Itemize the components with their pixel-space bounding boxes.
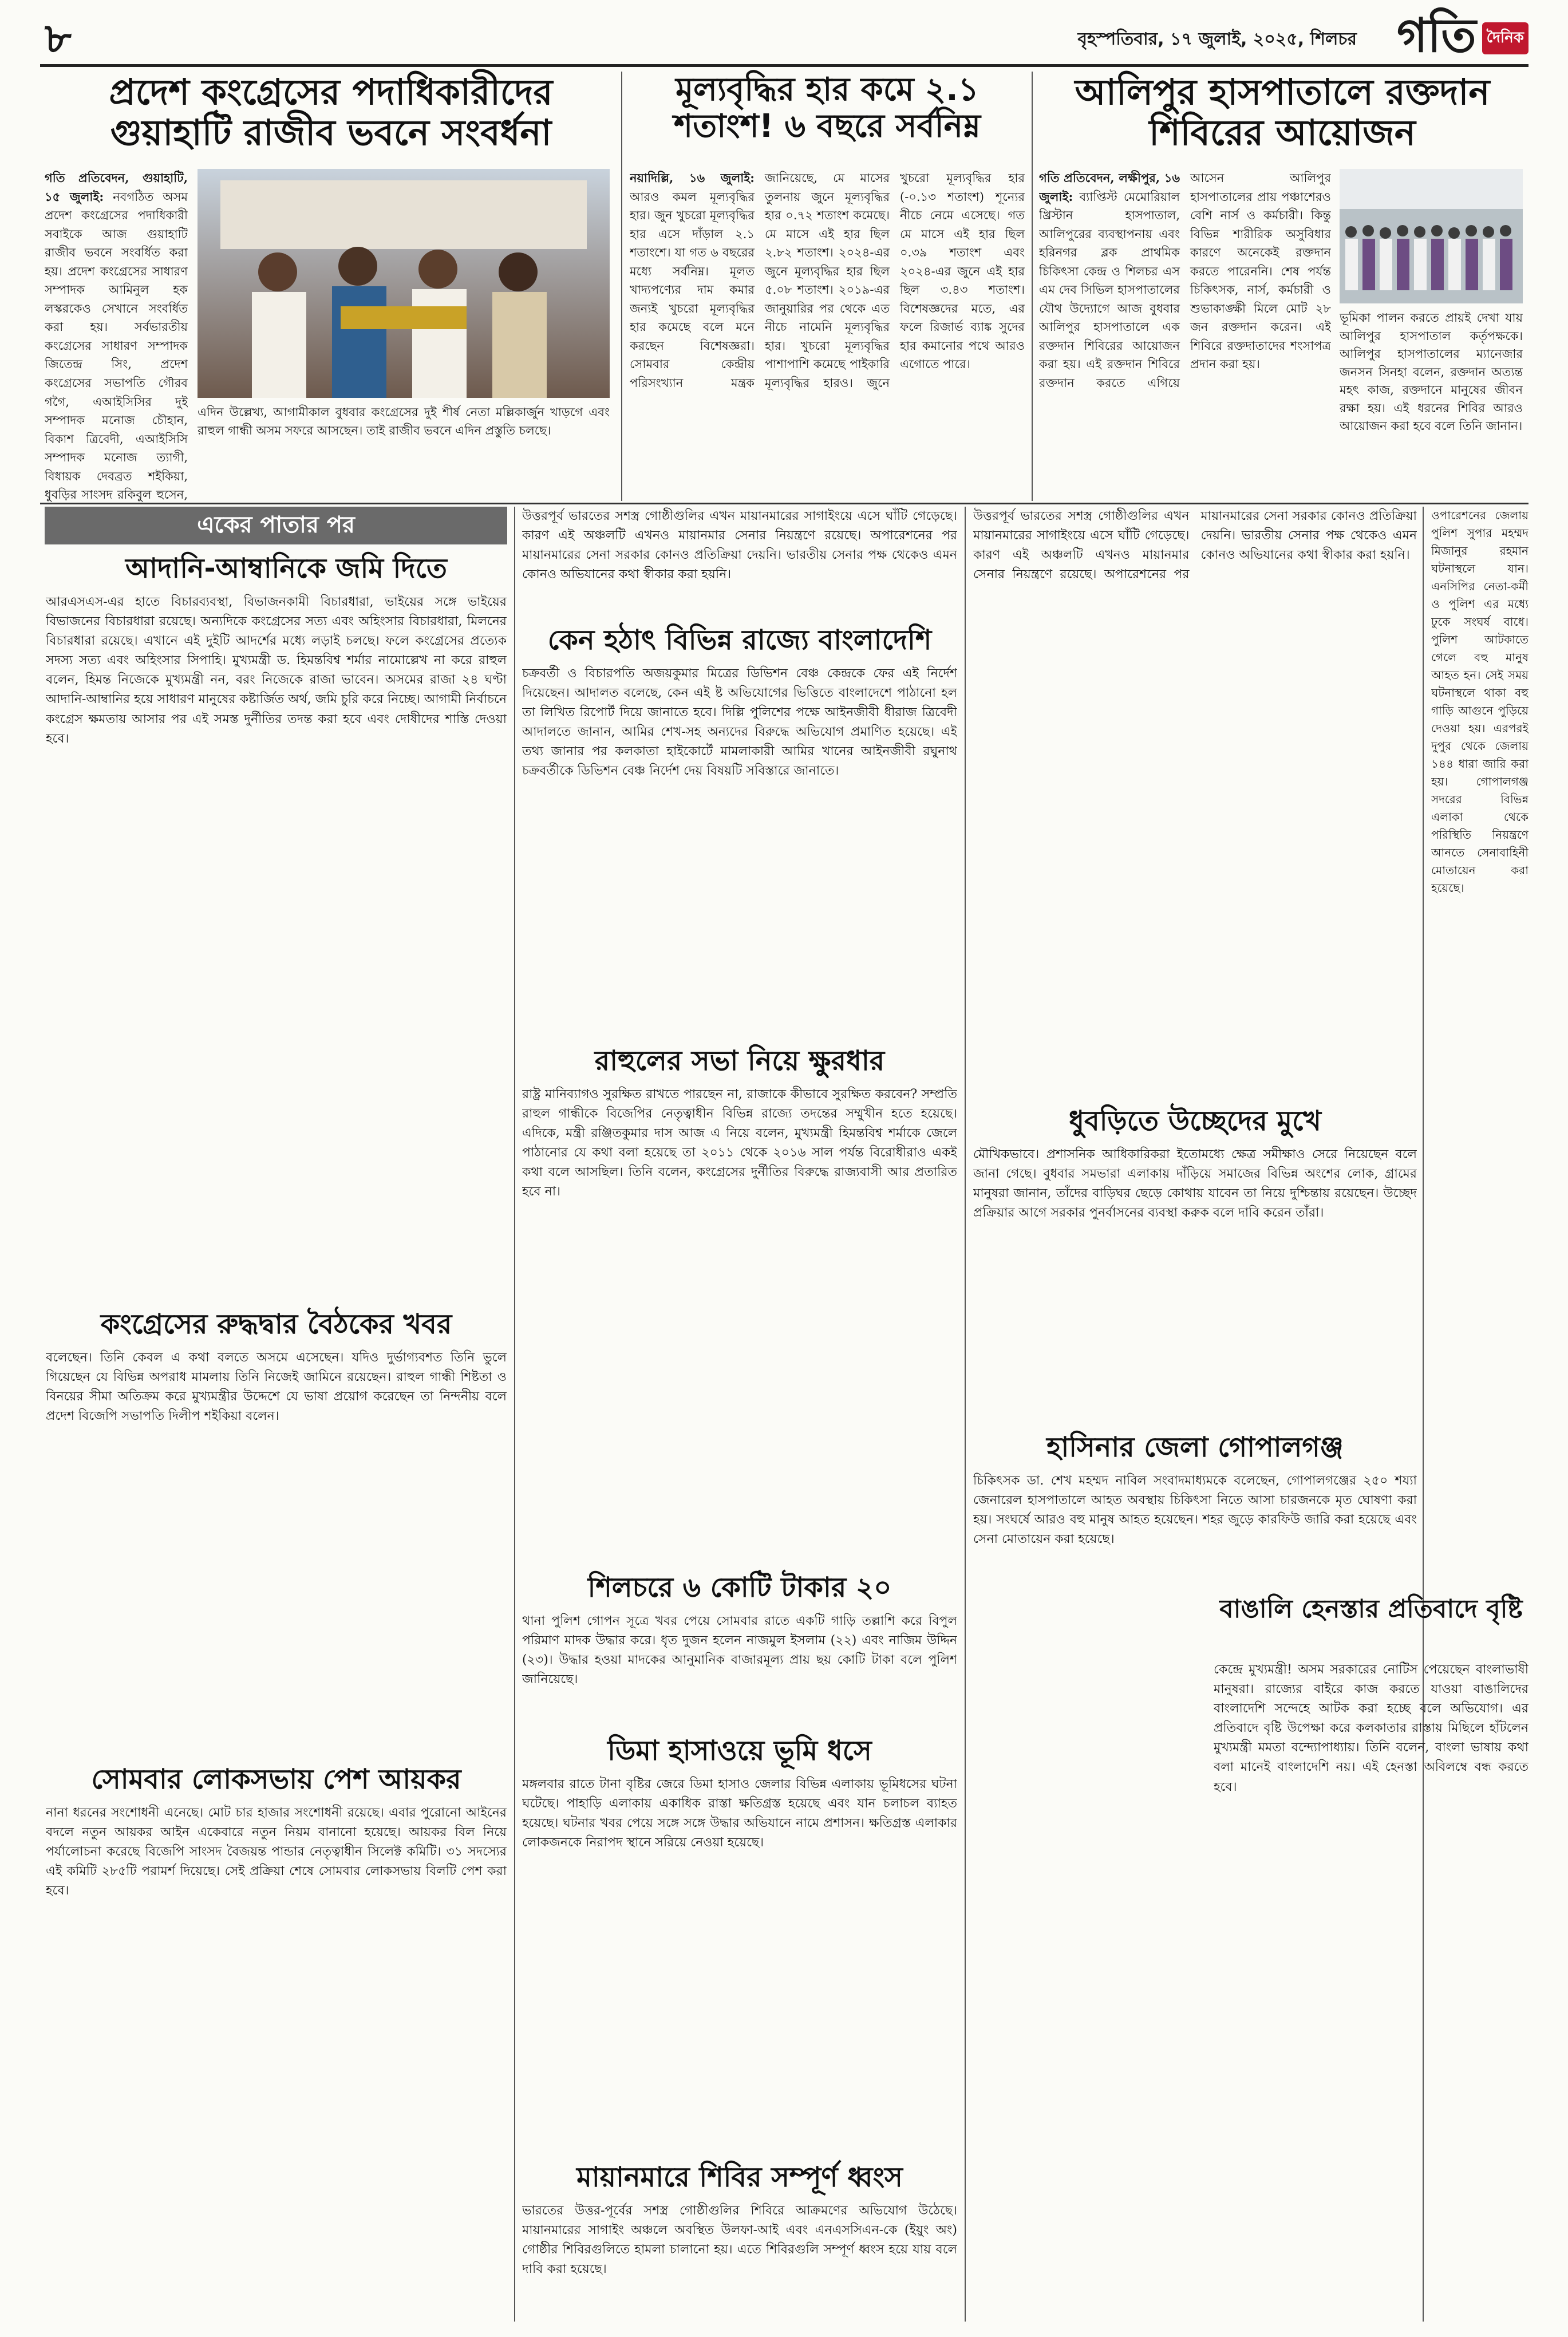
ncp-column3 [973,507,1417,1013]
blood-headline-line2: শিবিরের আয়োজন [1149,112,1416,154]
blood-byline: গতি প্রতিবেদন, লক্ষীপুর, ১৬ জুলাই: [1039,171,1180,204]
congress-byline: গতি প্রতিবেদন, গুয়াহাটি, ১৫ জুলাই: [45,171,188,204]
blood-photo-image [1340,169,1523,303]
continued-band [45,507,507,544]
column-divider [514,507,515,2322]
issue-date: বৃহস্পতিবার, ১৭ জুলাই, ২০২৫, শিলচর [1077,29,1357,49]
inflation-body-text: আরও কমল মূল্যবৃদ্ধির হার। জুন খুচরো মূল্যবৃদ্ধির হার এসে দাঁড়াল ২.১ শতাংশে। যা গত ৬ বছরের মধ্যে সর্বনিম্ন। মূলত খাদ্যপণ্যের দাম কমার জন্যই খুচরো মূল্যবৃদ্ধির হার কমেছে বলে মনে করছেন বিশেষজ্ঞরা। সোমবার কেন্দ্রীয় পরিসংখ্যান মন্ত্রক জানিয়েছে, মে মাসের তুলনায় জুনে মূল্যবৃদ্ধির হার ০.৭২ শতাংশ কমেছে। মে মাসে এই হার ছিল ২.৮২ শতাংশ। ২০২৪-এর জুনে মূল্যবৃদ্ধির হার ছিল ৫.০৮ শতাংশ। ২০১৯-এর জানুয়ারির পর থেকে এত নীচে নামেনি মূল্যবৃদ্ধির হার। খুচরো মূল্যবৃদ্ধির পাশাপাশি কমেছে পাইকারি মূল্যবৃদ্ধির হারও। জুনে খুচরো মূল্যবৃদ্ধির হার (-০.১৩ শতাংশ) শূন্যের নীচে নেমে এসেছে। গত মে মাসে এই হার ছিল ০.৩৯ শতাংশ এবং ২০২৪-এর জুনে এই হার ছিল ৩.৪৩ শতাংশ। বিশেষজ্ঞদের মতে, এর ফলে রিজার্ভ ব্যাঙ্ক সুদের হার কমানোর পথে আরও এগোতে পারে। [630,171,1025,390]
dima-body: মঙ্গলবার রাতে টানা বৃষ্টির জেরে ডিমা হাসাও জেলার বিভিন্ন এলাকায় ভূমিধসের ঘটনা ঘটেছে। পাহাড়ি এলাকায় একাধিক রাস্তা ক্ষতিগ্রস্ত হয়েছে এবং যান চলাচল ব্যাহত হয়েছে। ঘটনার খবর পেয়ে সঙ্গে সঙ্গে উদ্ধার অভিযানে নামে প্রশাসন। ক্ষতিগ্রস্ত এলাকার লোকজনকে নিরাপদ স্থানে সরিয়ে নেওয়া হয়েছে। [522,1777,957,1850]
blood-caption: ভূমিকা পালন করতে প্রায়ই দেখা যায় আলিপুর হাসপাতাল কর্তৃপক্ষকে। আলিপুর হাসপাতালের ম্যানেজার জনসন সিনহা বলেন, রক্তদান অত্যন্ত মহৎ কাজ, রক্তদানে মানুষের জীবন রক্ষা হয়। এই ধরনের শিবির আরও আয়োজন করা হবে বলে তিনি জানান। [1340,311,1523,433]
bangladeshi-intro [522,507,957,621]
ncp-body-text: উত্তরপূর্ব ভারতের সশস্ত্র গোষ্ঠীগুলির এখন মায়ানমারের সাগাইংয়ে এসে ঘাঁটি গেড়েছে। কারণ এই অঞ্চলটি এখনও মায়ানমার সেনার নিয়ন্ত্রণে রয়েছে। অপারেশনের পর মায়ানমারের সেনা সরকার কোনও প্রতিক্রিয়া দেয়নি। ভারতীয় সেনার পক্ষ থেকেও এমন কোনও অভিযানের কথা স্বীকার করা হয়নি। [522,509,957,582]
shilchar-headline: শিলচরে ৬ কোটি টাকার ২০ [587,1572,892,1604]
dhubri-body: মৌখিকভাবে। প্রশাসনিক আধিকারিকরা ইতোমধ্যে ক্ষেত্র সমীক্ষাও সেরে নিয়েছেন বলে জানা গেছে। বুধবার সমভারা এলাকায় দাঁড়িয়ে সমাজের বিভিন্ন অংশের লোক, গ্রামের মানুষরা জানান, তাঁদের বাড়িঘর ছেড়ে কোথায় যাবেন তা নিয়ে দুশ্চিন্তায় রয়েছেন। উচ্ছেদ প্রক্রিয়ার আগে সরকার পুনর্বাসনের ব্যবস্থা করুক বলে দাবি করেন তাঁরা। [973,1147,1417,1221]
congress-photo [198,169,610,398]
adani-headline: আদানি-আম্বানিকে জমি দিতে [125,552,447,585]
page-number: ৮ [45,14,72,62]
dima-headline: ডিমা হাসাওয়ে ভূমি ধসে [607,1735,872,1767]
income-tax-body: নানা ধরনের সংশোধনী এনেছে। মোট চার হাজার সংশোধনী রয়েছে। এবার পুরোনো আইনের বদলে নতুন আয়কর আইন একেবারে নতুন নিয়ম বানানো হয়েছে। আয়কর বিল নিয়ে পর্যালোচনা করেছে বিজেপি সাংসদ বৈজয়ন্ত পান্ডার নেতৃত্বাধীন সিলেক্ট কমিটি। ৩১ সদস্যের এই কমিটি ২৮৫টি পরামর্শ দিয়েছে। সেই প্রক্রিয়া শেষে সোমবার লোকসভায় বিলটি পেশ করা হবে। [46,1806,507,1898]
page-header [40,8,1528,67]
adani-body: আরএসএস-এর হাতে বিচারব্যবস্থা, বিভাজনকামী বিচারধারা, ভাইয়ের সঙ্গে ভাইয়ের বিভাজনের বিচারধারা রয়েছে। অন্যদিকে কংগ্রেসের সত্য এবং অহিংসার বিচারধারা, মিলনের বিচারধারা রয়েছে। এখানে এই দুইটি আদর্শের মধ্যে লড়াই চলছে। ফলে কংগ্রেসের প্রত্যেক সদস্য সত্য এবং অহিংসার সিপাহি। মুখ্যমন্ত্রী ড. হিমন্তবিশ্ব শর্মার নামোল্লেখ না করে রাহুল বলেন, হিমন্ত নিজেকে মুখ্যমন্ত্রী নন, বরং নিজেকে রাজা ভাবেন। অসমের রাজা ২৪ ঘণ্টা আদানি-আম্বানির হয়ে সাধারণ মানুষের কষ্টার্জিত অর্থ, জমি চুরি করে নিচ্ছে। আগামী নির্বাচনে কংগ্রেস ক্ষমতায় আসার পর এই সমস্ত দুর্নীতির তদন্ত করা হবে এবং দোষীদের শাস্তি দেওয়া হবে। [46,595,507,746]
gopalganj-body: ওপারেশনের জেলায় পুলিশ সুপার মহম্মদ মিজানুর রহমান ঘটনাস্থলে যান। এনসিপির নেতা-কর্মী ও পুলিশ এর মধ্যে ঢুকে সংঘর্ষ বাধে। পুলিশ আটকাতে গেলে বহু মানুষ আহত হন। সেই সময় ঘটনাস্থলে থাকা বহু গাড়ি আগুনে পুড়িয়ে দেওয়া হয়। এরপরই দুপুর থেকে জেলায় ১৪৪ ধারা জারি করা হয়। গোপালগঞ্জ সদরের বিভিন্ন এলাকা থেকে পরিস্থিতি নিয়ন্ত্রণে আনতে সেনাবাহিনী মোতায়েন করা হয়েছে। [1431,508,1528,895]
congress-headline-line2: গুয়াহাটি রাজীব ভবনে সংবর্ধনা [110,112,552,154]
shilchar-body: থানা পুলিশ গোপন সূত্রে খবর পেয়ে সোমবার রাতে একটি গাড়ি তল্লাশি করে বিপুল পরিমাণ মাদক উদ্ধার করে। ধৃত দুজন হলেন নাজমুল ইসলাম (২২) এবং নাজিম উদ্দিন (২৩)। উদ্ধার হওয়া মাদকের আনুমানিক বাজারমূল্য প্রায় ছয় কোটি টাকা বলে পুলিশ জানিয়েছে। [522,1614,957,1687]
congress-meeting-headline: কংগ্রেসের রুদ্ধদ্বার বৈঠকের খবর [100,1308,452,1340]
bangali-body: কেন্দ্রে মুখ্যমন্ত্রী! অসম সরকারের নোটিস পেয়েছেন বাংলাভাষী মানুষরা। রাজ্যের বাইরে কাজ করতে যাওয়া বাঙালিদের বাংলাদেশি সন্দেহে আটক করা হচ্ছে বলে অভিযোগ। এর প্রতিবাদে বৃষ্টি উপেক্ষা করে কলকাতার রাস্তায় মিছিলে হাঁটলেন মুখ্যমন্ত্রী মমতা বন্দ্যোপাধ্যায়। তিনি বলেন, বাংলা ভাষায় কথা বলা মানেই বাংলাদেশি নয়। এই হেনস্তা অবিলম্বে বন্ধ করতে হবে। [1214,1663,1528,1794]
column-divider [621,72,622,501]
myanmar-headline: মায়ানমারে শিবির সম্পূর্ণ ধ্বংস [576,2161,903,2193]
congress-headline [45,72,617,153]
ncp-column3-text: উত্তরপূর্ব ভারতের সশস্ত্র গোষ্ঠীগুলির এখন মায়ানমারের সাগাইংয়ে এসে ঘাঁটি গেড়েছে। কারণ এই অঞ্চলটি এখনও মায়ানমার সেনার নিয়ন্ত্রণে রয়েছে। অপারেশনের পর মায়ানমারের সেনা সরকার কোনও প্রতিক্রিয়া দেয়নি। ভারতীয় সেনার পক্ষ থেকেও এমন কোনও অভিযানের কথা স্বীকার করা হয়নি। [973,509,1417,582]
hasina-headline: হাসিনার জেলা গোপালগঞ্জ [1046,1431,1344,1463]
rahul-body: রাষ্ট্র মানিব্যাগও সুরক্ষিত রাখতে পারছেন না, রাজাকে কীভাবে সুরক্ষিত করবেন? সম্প্রতি রাহুল গান্ধীকে বিজেপির নেতৃত্বাধীন বিভিন্ন রাজ্যে তদন্তের সম্মুখীন হতে হয়েছে। এদিকে, মন্ত্রী রঞ্জিতকুমার দাস আজ এ নিয়ে বলেন, মুখ্যমন্ত্রী হিমন্তবিশ্ব শর্মাকে জেলে পাঠানোর যে কথা বলা হয়েছে তা ২০১১ থেকে ২০১৬ সাল পর্যন্ত বিরোধীরাও একই কথা বলে আসছিল। তিনি বলেন, কংগ্রেসের দুর্নীতির বিরুদ্ধে রাজ্যবাসী আর প্রতারিত হবে না। [522,1087,957,1199]
congress-headline-line1: প্রদেশ কংগ্রেসের পদাধিকারীদের [109,71,553,113]
congress-meeting-body: বলেছেন। তিনি কেবল এ কথা বলতে অসমে এসেছেন। যদিও দুর্ভাগ্যবশত তিনি ভুলে গিয়েছেন যে বিভিন্ন অপরাধ মামলায় তিনি নিজেই জামিনে রয়েছেন। রাহুল গান্ধী শিষ্টতা ও বিনয়ের সীমা অতিক্রম করে মুখ্যমন্ত্রীর উদ্দেশে যে ভাষা প্রয়োগ করেছেন তা নিন্দনীয় বলে প্রদেশ বিজেপি সভাপতি দিলীপ শইকিয়া বলেন। [46,1351,507,1424]
blood-headline [1039,72,1526,153]
income-tax-headline: সোমবার লোকসভায় পেশ আয়কর [91,1763,461,1795]
blood-headline-line1: আলিপুর হাসপাতালে রক্তদান [1075,71,1490,113]
inflation-headline-line1: মূল্যবৃদ্ধির হার কমে ২.১ [676,71,979,108]
blood-body-text: ব্যাপ্তিস্ট মেমোরিয়াল খ্রিস্টান হাসপাতাল, আলিপুরের ব্যবস্থাপনায় এবং হরিনগর ব্লক প্রাথমিক চিকিৎসা কেন্দ্র ও শিলচর এস এম দেব সিভিল হাসপাতালের যৌথ উদ্যোগে আজ বুধবার আলিপুর হাসপাতালে এক রক্তদান শিবিরের আয়োজন করা হয়। এই রক্তদান শিবিরে রক্তদান করতে এগিয়ে আসেন আলিপুর হাসপাতালের প্রায় পঞ্চাশেরও বেশি নার্স ও কর্মচারী। কিন্তু বিভিন্ন শারীরিক অসুবিধার কারণে অনেকেই রক্তদান করতে পারেননি। শেষ পর্যন্ত চিকিৎসক, নার্স, কর্মচারী ও শুভাকাঙ্ক্ষী মিলে মোট ২৮ জন রক্তদান করেন। এই শিবিরে রক্তদাতাদের শংসাপত্র প্রদান করা হয়। [1039,171,1331,390]
logo-text: গতি [1396,8,1476,63]
logo-badge: দৈনিক [1482,22,1528,54]
congress-caption: এদিন উল্লেখ্য, আগামীকাল বুধবার কংগ্রেসের দুই শীর্ষ নেতা মল্লিকার্জুন খাড়গে এবং রাহুল গান্ধী অসম সফরে আসছেন। তাই রাজীব ভবনে এদিন প্রস্তুতি চলছে। [198,405,610,437]
inflation-headline [627,72,1028,145]
dhubri-headline: ধুবড়িতে উচ্ছেদের মুখে [1069,1105,1321,1137]
congress-body-text: নবগঠিত অসম প্রদেশ কংগ্রেসের পদাধিকারী সবাইকে আজ গুয়াহাটি রাজীব ভবনে সংবর্ধিত করা হয়। প্রদেশ কংগ্রেসের সাধারণ সম্পাদক আমিনুল হক লস্করকেও সেখানে সংবর্ধিত করা হয়। সর্বভারতীয় কংগ্রেসের সাধারণ সম্পাদক জিতেন্দ্র সিং, প্রদেশ কংগ্রেসের সভাপতি গৌরব গগৈ, এআইসিসির দুই সম্পাদক মনোজ চৌহান, বিকাশ ত্রিবেদী, এআইসিসি সম্পাদক মনোজ ত্যাগী, বিধায়ক দেবব্রত শইকিয়া, ধুবড়ির সাংসদ রকিবুল হুসেন, [45,190,188,502]
newspaper-logo [1396,8,1528,64]
blood-photo [1340,169,1523,303]
blood-body [1039,169,1331,501]
rahul-headline: রাহুলের সভা নিয়ে ক্ষুরধার [594,1045,885,1077]
inflation-body [630,169,1025,501]
congress-body [45,169,188,504]
myanmar-body: ভারতের উত্তর-পূর্বের সশস্ত্র গোষ্ঠীগুলির শিবিরে আক্রমণের অভিযোগ উঠেছে। মায়ানমারের সাগাইং অঞ্চলে অবস্থিত উলফা-আই এবং এনএসসিএন-কে (ইয়ুং অং) গোষ্ঠীর শিবিরগুলিতে হামলা চালানো হয়। এতে শিবিরগুলি সম্পূর্ণ ধ্বংস হয়ে যায় বলে দাবি করা হয়েছে। [522,2204,957,2277]
hasina-body: চিকিৎসক ডা. শেখ মহম্মদ নাবিল সংবাদমাধ্যমকে বলেছেন, গোপালগঞ্জের ২৫০ শয্যা জেনারেল হাসপাতালে আহত অবস্থায় চিকিৎসা নিতে আসা চারজনকে মৃত ঘোষণা করা হয়। সংঘর্ষে আরও বহু মানুষ আহত হয়েছেন। শহর জুড়ে কারফিউ জারি করা হয়েছে এবং সেনা মোতায়েন করা হয়েছে। [973,1474,1417,1547]
inflation-headline-line2: শতাংশ! ৬ বছরে সর্বনিম্ন [673,108,981,145]
bangladeshi-headline: কেন হঠাৎ বিভিন্ন রাজ্যে বাংলাদেশি [547,624,932,656]
bangali-headline: বাঙালি হেনস্তার প্রতিবাদে বৃষ্টি [1219,1594,1523,1624]
inflation-byline: নয়াদিল্লি, ১৬ জুলাই: [630,171,755,185]
congress-photo-image [198,169,610,398]
column-divider [965,507,966,2322]
section-rule [40,503,1528,504]
continued-band-label: একের পাতার পর [197,511,355,538]
bangladeshi-body: চক্রবর্তী ও বিচারপতি অজয়কুমার মিত্রের ডিভিশন বেঞ্চ কেন্দ্রকে ফের এই নির্দেশ দিয়েছেন। আদালত বলেছে, কেন এই ষ্ট অভিযোগের ভিত্তিতে বাংলাদেশে পাঠানো হল তা লিখিত রিপোর্ট দিয়ে জানাতে হবে। দিল্লি পুলিশের পক্ষে আইনজীবী ধীরাজ ত্রিবেদী আদালতে জানান, আমির শেখ-সহ অন্যদের বিরুদ্ধে অভিযোগ প্রমাণিত হয়েছে। এই তথ্য জানার পর কলকাতা হাইকোর্টে মামলাকারী আমির খানের আইনজীবী রঘুনাথ চক্রবর্তীকে ডিভিশন বেঞ্চ নির্দেশ দেয় বিষয়টি সবিস্তারে জানাতে। [522,666,957,779]
column-divider [1032,72,1033,501]
